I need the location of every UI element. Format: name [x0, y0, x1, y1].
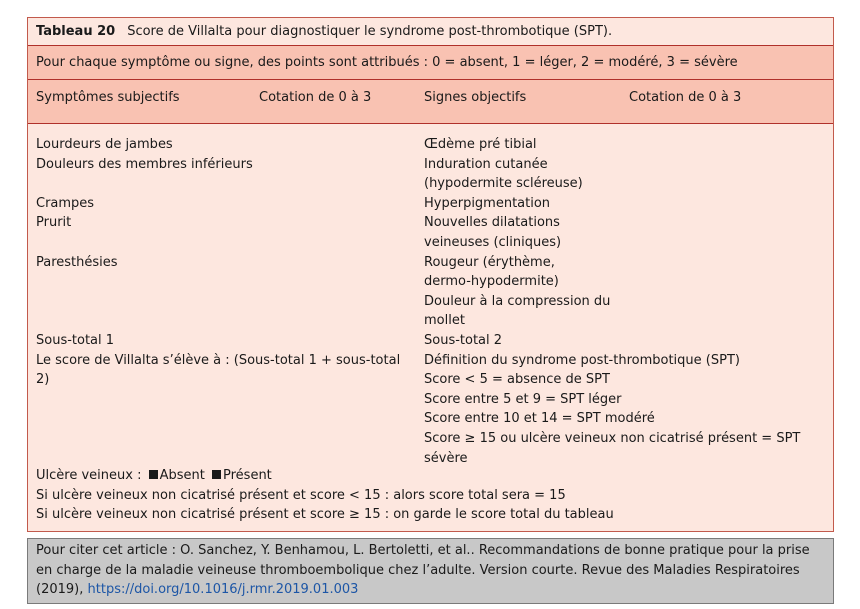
ulcer-rule: Si ulcère veineux non cicatrisé présent et score < 15 : alors score total sera = 15 — [36, 487, 566, 503]
spt-score-rule-cont: sévère — [424, 450, 468, 466]
citation-year: (2019), — [36, 582, 84, 598]
villalta-table — [27, 17, 834, 532]
column-header-row — [28, 80, 833, 124]
subjective-item: Paresthésies — [36, 254, 118, 270]
table-number: Tableau 20 — [36, 24, 116, 39]
objective-item: Rougeur (érythème, — [424, 254, 555, 270]
objective-item-cont: dermo-hypodermite) — [424, 274, 559, 290]
objective-item: Nouvelles dilatations — [424, 215, 560, 231]
table-title: Score de Villalta pour diagnostiquer le syndrome post-thrombotique (SPT). — [127, 24, 613, 39]
header-subjective-rating: Cotation de 0 à 3 — [259, 90, 372, 105]
absent-checkbox — [149, 470, 158, 479]
citation-line: en charge de la maladie veineuse thromboembolique chez l’adulte. Version courte. Revue des Maladies Respiratoires — [36, 562, 800, 578]
header-objective-rating: Cotation de 0 à 3 — [629, 90, 742, 105]
points-note: Pour chaque symptôme ou signe, des points sont attribués : 0 = absent, 1 = léger, 2 = modéré, 3 = sévère — [28, 46, 833, 80]
spt-score-rule: Score ≥ 15 ou ulcère veineux non cicatrisé présent = SPT — [424, 430, 801, 446]
present-checkbox — [212, 470, 221, 479]
subjective-item: Crampes — [36, 195, 95, 211]
ulcer-rule: Si ulcère veineux non cicatrisé présent et score ≥ 15 : on garde le score total du tableau — [36, 507, 614, 523]
subtotal-1: Sous-total 1 — [36, 332, 115, 348]
objective-item: Hyperpigmentation — [424, 195, 551, 211]
objective-item-cont: (hypodermite scléreuse) — [424, 176, 583, 192]
villalta-score-formula: Le score de Villalta s’élève à : (Sous-total 1 + sous-total — [36, 352, 401, 368]
objective-item: Induration cutanée — [424, 156, 548, 172]
objective-column — [424, 135, 829, 468]
header-objective: Signes objectifs — [424, 90, 527, 105]
subjective-column — [36, 135, 416, 390]
subtotal-2: Sous-total 2 — [424, 332, 503, 348]
table-title-row — [28, 18, 833, 46]
subjective-item: Prurit — [36, 215, 72, 231]
objective-item-cont: mollet — [424, 313, 465, 329]
header-subjective: Symptômes subjectifs — [36, 90, 180, 105]
spt-score-rule: Score entre 10 et 14 = SPT modéré — [424, 411, 655, 427]
ulcer-line — [36, 466, 614, 486]
villalta-score-formula-cont: 2) — [36, 372, 50, 388]
spt-score-rule: Score < 5 = absence de SPT — [424, 372, 610, 388]
citation-box — [27, 538, 834, 604]
objective-item: Œdème pré tibial — [424, 137, 537, 152]
citation-line — [36, 580, 825, 600]
ulcer-label: Ulcère veineux : — [36, 468, 142, 483]
spt-score-rule: Score entre 5 et 9 = SPT léger — [424, 391, 622, 407]
objective-item-cont: veineuses (cliniques) — [424, 234, 562, 250]
citation-line: Pour citer cet article : O. Sanchez, Y. Benhamou, L. Bertoletti, et al.. Recommandations de bonne pratique pour la prise — [36, 543, 810, 558]
objective-item: Douleur à la compression du — [424, 293, 611, 309]
doi-link[interactable]: https://doi.org/10.1016/j.rmr.2019.01.003 — [87, 582, 359, 598]
subjective-item: Lourdeurs de jambes — [36, 137, 173, 152]
spt-definition: Définition du syndrome post-thrombotique (SPT) — [424, 352, 740, 368]
subjective-item: Douleurs des membres inférieurs — [36, 156, 253, 172]
ulcer-section — [36, 466, 614, 525]
present-label: Présent — [223, 468, 272, 483]
absent-label: Absent — [159, 468, 205, 483]
